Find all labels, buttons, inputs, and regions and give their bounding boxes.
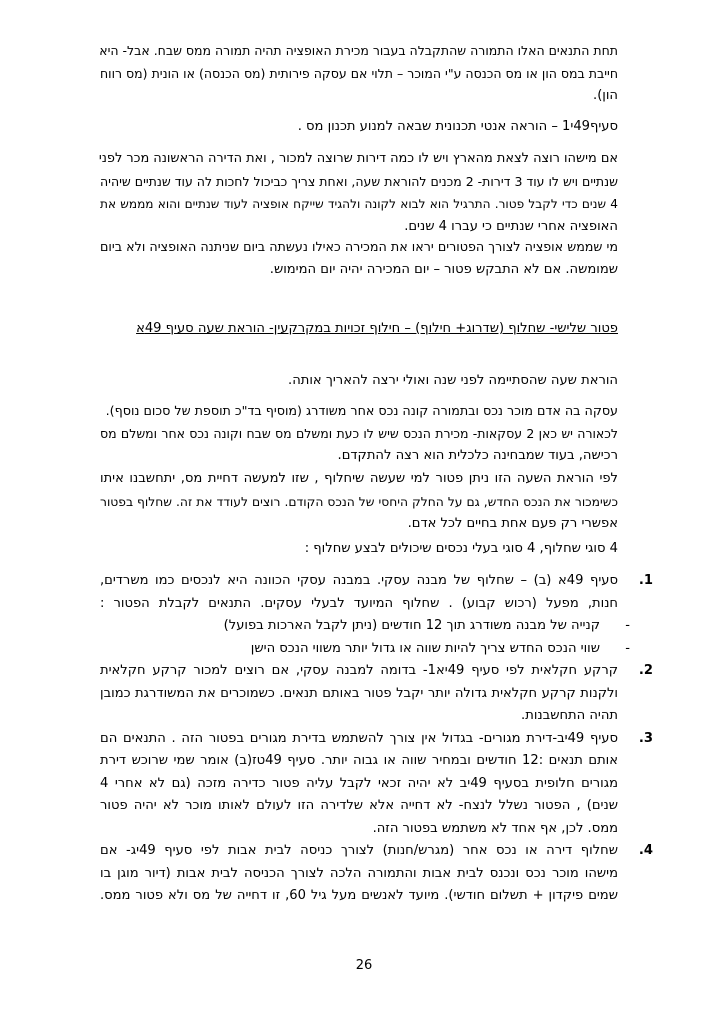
paragraph-exercise-rule xyxy=(100,236,618,281)
text-line: אותם תנאים :12 חודשים ובמחיר שווה או גבוה יותר. סעיף 49טז(ב) אומר שמי שרוכש דירת xyxy=(100,753,619,768)
list-number: 2. xyxy=(638,663,653,678)
sub-item xyxy=(100,638,630,661)
list-number: 1. xyxy=(638,573,653,588)
paragraph-temporary-order xyxy=(100,370,618,393)
text-line: שנתיים ויש לו עוד 3 דירות- 2 מכנים להוראת שעה, ואחת צריך כביכול לחכות לה עוד שנתיים שיהיה xyxy=(100,173,618,189)
paragraph-four-types xyxy=(100,538,618,561)
text-line: הון). xyxy=(593,88,618,103)
list-number: 3. xyxy=(638,730,653,746)
heading-text: פטור שלישי- שחלוף (שדרוג+ חילוף) – חילוף זכויות במקרקעין- הוראת שעה סעיף 49א xyxy=(136,321,618,336)
list-item xyxy=(100,840,653,908)
text-line: לכאורה יש כאן 2 עסקאות- מכירת הנכס שיש לו כעת ומשלם מס שבח וקונה נכס אחר ומשלם מס xyxy=(100,425,618,441)
paragraph-exemption-once xyxy=(100,468,618,536)
text-line: לפי הוראת השעה הזו ניתן פטור למי שעשה שיחלוף , שזו למעשה דחיית מס, יתחשבנו איתו xyxy=(100,471,618,486)
text-line: הוראת שעה שהסתיימה לפני שנה ואולי ירצה להאריך אותה. xyxy=(288,373,618,388)
section-heading xyxy=(100,318,618,341)
text-line: 4 שנים כדי לקבל פטור. התרגיל הוא לבוא לקונה ולהגיד שייקח אופציה לעוד שנתיים והוא מממש את xyxy=(100,197,618,211)
text-line: שחלוף דירה או נכס אחר (מגרש/חנות) לצורך כניסה לבית אבות לפי סעיף 49יג- אם xyxy=(100,843,618,858)
text-line: חייבת במס הון או מס הכנסה ע"י המוכר – תלוי אם עסקה פירותית (מס הכנסה) או הונית (מס רווח xyxy=(100,65,618,81)
text-line: אפשרי רק פעם אחת בחיים לכל אדם. xyxy=(407,516,618,531)
text-line: אם מישהו רוצה לצאת מהארץ ויש לו כמה דירות שרוצה למכור , ואת הדירה הראשונה מכר לפני xyxy=(98,151,618,166)
page-number: 26 xyxy=(355,958,373,973)
paragraph-option-sale xyxy=(100,40,618,108)
text-line: ולקנות קרקע חקלאית גדולה יותר יקבל פטור באותם תנאים. כשמוכרים את המשודרגת כמובן xyxy=(100,685,618,701)
sub-item-text: קנייה של מבנה משודרג תוך 12 חודשים (ניתן לקבל הארכות בפועל) xyxy=(223,618,600,633)
text-line: שנים) , הפטור נשלל לנצח- לא דחייה אלא שלדירה הזו לעולם לאותו מוכר לא יהיה פטור xyxy=(100,798,618,813)
sub-item xyxy=(100,615,630,638)
text-line: שמומשה. אם לא התבקש פטור – יום המכירה יהיה יום המימוש. xyxy=(269,261,618,277)
text-line: חנות, מפעל (רכוש קבוע) . שחלוף המיועד לבעלי עסקים. התנאים לקבלת הפטור : xyxy=(100,595,618,611)
paragraph-section-49i1 xyxy=(100,116,618,139)
text-line: האופציה אחרי שנתיים כי עברו 4 שנים. xyxy=(404,218,618,234)
text-line: סעיף 49יב-דירת מגורים- בגדול אין צורך להשתמש בדירת מגורים בפטור הזה . התנאים הם xyxy=(100,730,618,746)
text-line: שמים פיקדון + תשלום חודשי). מיועד לאנשים מעל גיל 60, זו דחייה של מס ולא פטור ממס. xyxy=(100,888,618,903)
text-line: מגורים חלופית בסעיף 49יב לא יהיה זכאי לקבל עליה פטור כדירה מזכה (גם לא אחרי 4 xyxy=(100,775,618,791)
paragraph-example xyxy=(100,148,618,238)
text-line: עסקה בה אדם מוכר נכס ובתמורה קונה נכס אחר משודרג (מוסיף בד"כ תוספת של סכום נוסף). xyxy=(105,403,618,418)
exemption-types-list xyxy=(100,570,653,908)
text-line: קרקע חקלאית לפי סעיף 49יא1- בדומה למבנה עסקי, אם רוצים למכור קרקע חקלאית xyxy=(100,663,618,678)
list-item xyxy=(100,728,653,841)
dash-bullet: - xyxy=(625,618,630,633)
text-line: תהיה התחשבנות. xyxy=(521,708,618,723)
list-number: 4. xyxy=(638,843,653,858)
list-item xyxy=(100,570,653,660)
sub-item-text: שווי הנכס החדש צריך להיות שווה או גדול יותר משווי הנכס הישן xyxy=(250,640,600,656)
text-line: 4 סוגי שחלוף, 4 סוגי בעלי נכסים שיכולים לבצע שחלוף : xyxy=(304,541,618,556)
text-line: ממס. לכן, אף אחד לא משתמש בפטור הזה. xyxy=(372,820,618,836)
text-line: רכישה, בעוד שמבחינה כלכלית הוא רצה להתקדם. xyxy=(337,448,618,463)
paragraph-upgrade-deal xyxy=(100,400,618,468)
list-item xyxy=(100,660,653,728)
text-line: סעיף49י1 – הוראה אנטי תכנונית שבאה למנוע תכנון מס . xyxy=(297,119,618,134)
dash-bullet: - xyxy=(625,640,630,656)
text-line: מי שממש אופציה לצורך הפטורים יראו את המכירה כאילו נעשתה ביום שניתנה האופציה ולא ביום xyxy=(100,239,618,254)
text-line: תחת התנאים האלו התמורה שהתקבלה בעבור מכירת האופציה תהיה תמורה ממס שבח. אבל- היא xyxy=(99,43,618,58)
text-line: סעיף 49א (ב) – שחלוף של מבנה עסקי. במבנה עסקי הכוונה היא לנכסים כמו משרדים, xyxy=(100,573,618,588)
text-line: כשימכור את הנכס החדש, גם על החלק היחסי של הנכס הקודם. רוצים לעודד את זה. שחלוף בפטור xyxy=(100,494,618,509)
text-line: מישהו מוכר נכס ונכנס לבית אבות והתמורה הלכה לצורך הכניסה לבית אבות (דיור מוגן בו xyxy=(100,865,618,881)
